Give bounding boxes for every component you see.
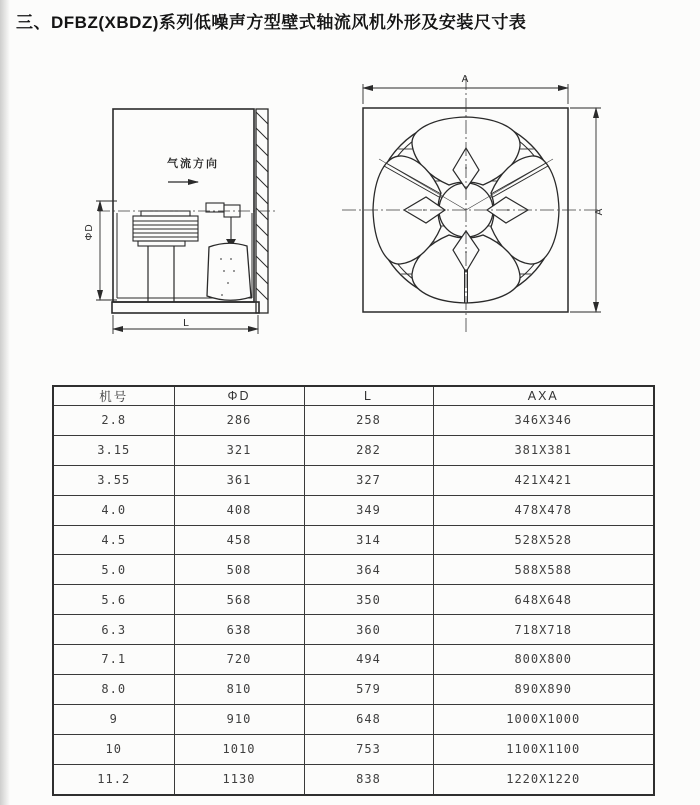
front-view-centerlines (342, 76, 598, 334)
table-cell: 753 (304, 734, 433, 764)
airflow-direction-label: 气流方向 (167, 158, 219, 170)
table-header-cell: ΦD (174, 386, 304, 406)
table-cell: 1000X1000 (433, 704, 654, 734)
table-cell: 282 (304, 435, 433, 465)
airflow-annotation (167, 156, 219, 182)
table-cell: 1130 (174, 764, 304, 795)
base-plate (112, 302, 259, 313)
fan-blades (373, 117, 559, 303)
table-cell: 810 (174, 674, 304, 704)
louver-slats (370, 133, 562, 290)
a-dimension-right-label: A (594, 208, 605, 216)
table-row (53, 465, 654, 495)
blade-shanks (404, 148, 528, 272)
table-row (53, 495, 654, 525)
dimensions-table (52, 385, 655, 796)
stay-rods (384, 163, 548, 303)
table-cell: 638 (174, 615, 304, 645)
table-header-cell: 机号 (53, 386, 174, 406)
table-cell: 6.3 (53, 615, 174, 645)
table-cell: 364 (304, 555, 433, 585)
table-cell: 8.0 (53, 674, 174, 704)
impeller-blade (207, 243, 251, 300)
table-cell: 720 (174, 645, 304, 675)
table-row (53, 615, 654, 645)
table-cell: 11.2 (53, 764, 174, 795)
motor-body (133, 211, 198, 246)
table-header-cell: L (304, 386, 433, 406)
table-cell: 568 (174, 585, 304, 615)
table-cell: 10 (53, 734, 174, 764)
support-pedestal (148, 246, 174, 302)
table-cell: 360 (304, 615, 433, 645)
table-row (53, 674, 654, 704)
orifice-ring-inner (379, 123, 553, 297)
phi-d-dimension (84, 201, 117, 300)
table-cell: 3.15 (53, 435, 174, 465)
a-dimension-right (570, 108, 605, 312)
table-row (53, 585, 654, 615)
table-row (53, 645, 654, 675)
a-dimension-top (363, 74, 568, 104)
table-body (53, 406, 654, 796)
table-cell: 327 (304, 465, 433, 495)
fan-casing-outline (113, 109, 254, 302)
table-cell: 349 (304, 495, 433, 525)
table-cell: 508 (174, 555, 304, 585)
table-header-row (53, 386, 654, 406)
table-cell: 648X648 (433, 585, 654, 615)
table-cell: 4.0 (53, 495, 174, 525)
square-frame (363, 108, 568, 312)
table-row (53, 406, 654, 436)
wall-section-hatch (256, 109, 268, 313)
table-row (53, 555, 654, 585)
table-cell: 838 (304, 764, 433, 795)
orifice-ring-outer (374, 118, 558, 302)
table-cell: 346X346 (433, 406, 654, 436)
table-head (53, 386, 654, 406)
table-row (53, 525, 654, 555)
side-view-drawing (84, 109, 276, 334)
hub-circle (439, 183, 493, 237)
table-cell: 321 (174, 435, 304, 465)
table-cell: 494 (304, 645, 433, 675)
page-title: 三、DFBZ(XBDZ)系列低噪声方型壁式轴流风机外形及安装尺寸表 (16, 13, 527, 32)
table-cell: 7.1 (53, 645, 174, 675)
hub-shaft-detail (206, 203, 240, 248)
phi-d-dimension-label: ΦD (84, 223, 95, 241)
table-cell: 9 (53, 704, 174, 734)
table-cell: 361 (174, 465, 304, 495)
table-cell: 314 (304, 525, 433, 555)
table-cell: 2.8 (53, 406, 174, 436)
table-cell: 910 (174, 704, 304, 734)
table-cell: 458 (174, 525, 304, 555)
table-cell: 5.0 (53, 555, 174, 585)
table-cell: 528X528 (433, 525, 654, 555)
front-view-drawing (342, 74, 605, 334)
table-cell: 1100X1100 (433, 734, 654, 764)
l-dimension (113, 315, 258, 334)
table-cell: 1010 (174, 734, 304, 764)
table-row (53, 764, 654, 795)
table-cell: 3.55 (53, 465, 174, 495)
table-header-cell: AXA (433, 386, 654, 406)
table-cell: 588X588 (433, 555, 654, 585)
table-cell: 5.6 (53, 585, 174, 615)
table-cell: 258 (304, 406, 433, 436)
table-cell: 421X421 (433, 465, 654, 495)
table-cell: 718X718 (433, 615, 654, 645)
a-dimension-top-label: A (461, 74, 469, 85)
table-cell: 4.5 (53, 525, 174, 555)
table-cell: 381X381 (433, 435, 654, 465)
l-dimension-label: L (183, 317, 189, 329)
table-container (52, 385, 653, 796)
table-row (53, 704, 654, 734)
table-cell: 408 (174, 495, 304, 525)
table-cell: 648 (304, 704, 433, 734)
table-cell: 800X800 (433, 645, 654, 675)
table-cell: 579 (304, 674, 433, 704)
table-cell: 350 (304, 585, 433, 615)
table-cell: 286 (174, 406, 304, 436)
table-cell: 890X890 (433, 674, 654, 704)
table-cell: 478X478 (433, 495, 654, 525)
table-row (53, 734, 654, 764)
table-cell: 1220X1220 (433, 764, 654, 795)
table-row (53, 435, 654, 465)
